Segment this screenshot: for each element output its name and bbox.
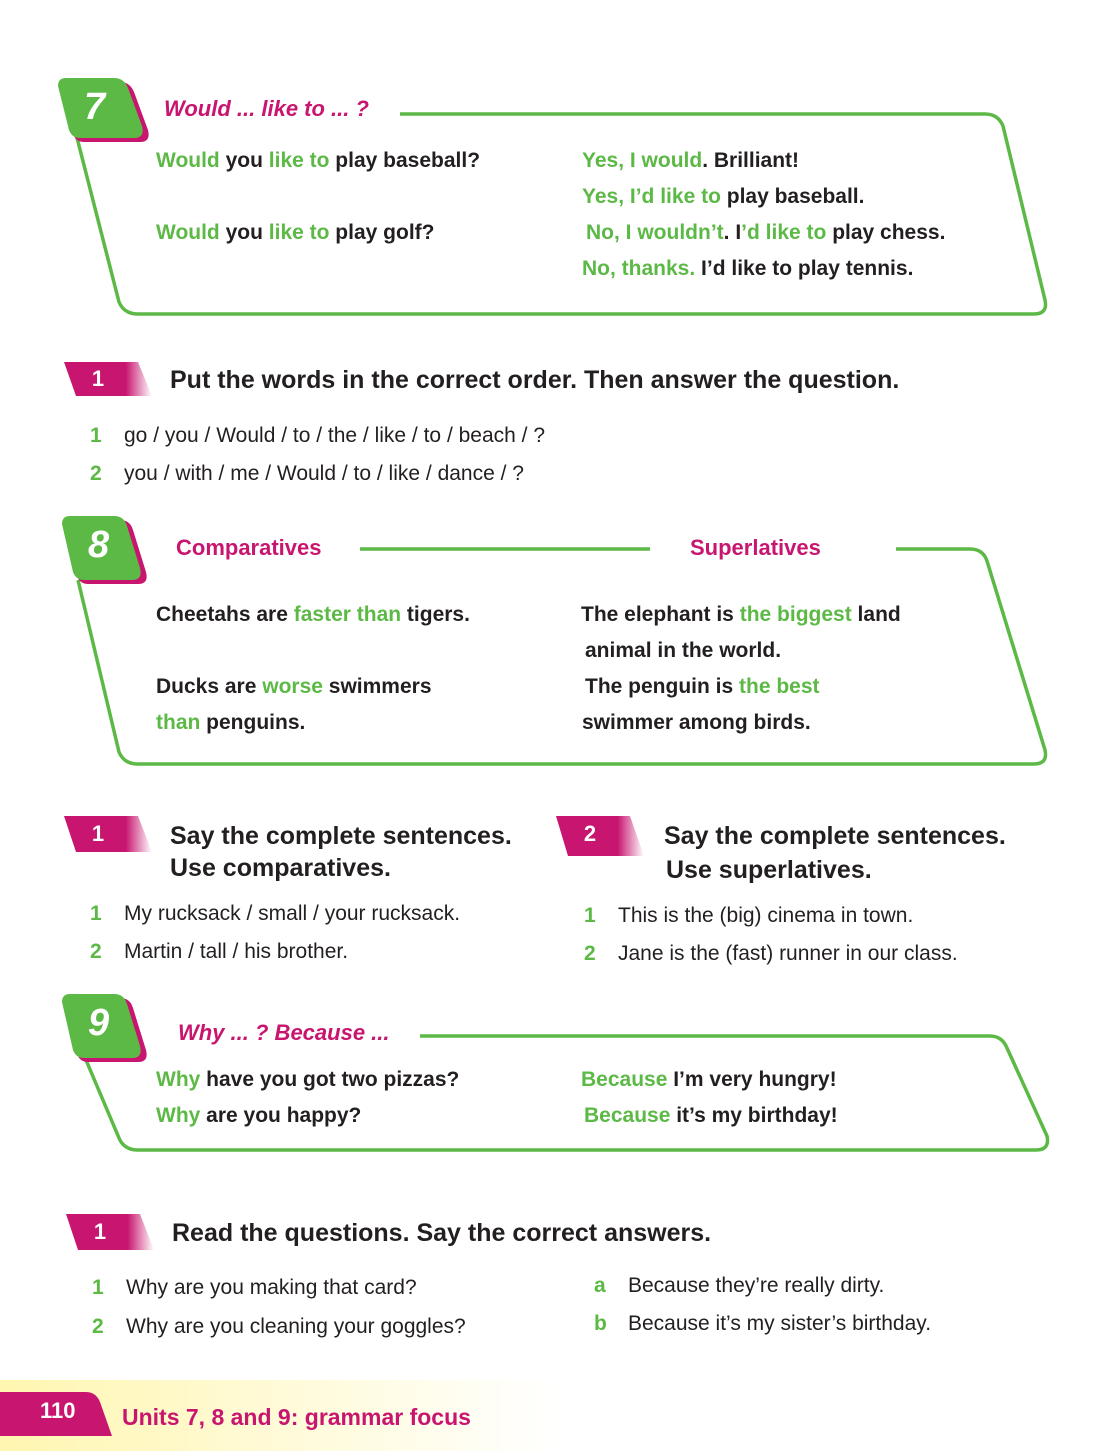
text: land [851, 603, 901, 626]
keyword: No, I [586, 221, 638, 244]
item-number: 2 [92, 1315, 104, 1338]
box9-title: Why ... ? Because ... [178, 1020, 390, 1045]
text: tigers. [401, 603, 470, 626]
item-number: 2 [90, 940, 102, 963]
task-7-title: Put the words in the correct order. Then answer the question. [170, 366, 900, 394]
keyword: Would [156, 149, 220, 172]
task-8b-title-line2: Use superlatives. [666, 856, 872, 884]
box7-question-2 [156, 220, 434, 246]
task-7-item [90, 424, 545, 448]
box7-answer-4 [582, 256, 913, 282]
item-text: go / you / Would / to / the / like / to / beach / ? [124, 424, 546, 447]
box8-superlative-2-cont: swimmer among birds. [582, 711, 811, 734]
task-9-number: 1 [93, 1219, 107, 1244]
item-number: 1 [90, 424, 102, 447]
box8-title-superlatives: Superlatives [690, 535, 821, 560]
text: Cheetahs are [156, 603, 294, 626]
text: play chess. [826, 221, 946, 244]
box7-answer-3 [586, 220, 945, 246]
box9-question-1 [156, 1067, 459, 1093]
box9-answer-2 [584, 1103, 838, 1129]
item-letter: b [594, 1312, 607, 1335]
text: play baseball. [720, 185, 865, 208]
text: penguins. [200, 711, 306, 734]
item-number: 1 [92, 1276, 104, 1299]
keyword: worse [262, 675, 323, 698]
box7-frame [75, 114, 1046, 314]
text: are you happy? [200, 1104, 362, 1127]
item-number: 1 [584, 904, 596, 927]
text: . Brilliant! [702, 149, 800, 172]
footer-title: Units 7, 8 and 9: grammar focus [122, 1404, 471, 1430]
box8-comparative-1 [156, 602, 470, 628]
text: you [219, 221, 269, 244]
item-text: This is the (big) cinema in town. [618, 904, 914, 927]
task-7-item [90, 462, 524, 486]
page-number: 110 [40, 1398, 76, 1423]
task-8a-title-line1: Say the complete sentences. [170, 822, 512, 850]
unit-7-number: 7 [84, 86, 106, 128]
keyword: than [156, 711, 201, 734]
keyword: Yes, I [582, 149, 642, 172]
text: I’d like to play tennis. [695, 257, 914, 280]
task-8a-title-line2: Use comparatives. [170, 854, 391, 882]
keyword: Yes, I [582, 185, 636, 208]
item-text: Why are you cleaning your goggles? [126, 1315, 466, 1338]
text: Ducks are [156, 675, 263, 698]
box8-superlative-2 [585, 674, 820, 700]
task-8b-title-line1: Say the complete sentences. [664, 822, 1006, 850]
box8-comparative-2-cont [156, 710, 305, 736]
keyword: ’d like to [635, 185, 721, 208]
text: . I [723, 221, 742, 244]
task-8b-item [584, 904, 913, 928]
item-number: 2 [90, 462, 102, 485]
unit-8-number: 8 [88, 524, 110, 566]
item-text: Why are you making that card? [126, 1276, 417, 1299]
task-8a-item [90, 940, 348, 964]
text: I’m very hungry! [667, 1068, 837, 1091]
item-text: you / with / me / Would / to / like / dance / ? [124, 462, 524, 485]
keyword: would [641, 149, 703, 172]
keyword: Why [156, 1104, 201, 1127]
task-7-number: 1 [91, 366, 105, 391]
text: swimmers [322, 675, 432, 698]
text: play baseball? [329, 149, 481, 172]
unit-9-number: 9 [88, 1002, 110, 1044]
keyword: No, thanks. [582, 257, 696, 280]
keyword: like to [268, 149, 330, 172]
box9-question-2 [156, 1103, 361, 1129]
task-8b-item [584, 942, 958, 966]
task-9-question [92, 1315, 466, 1339]
keyword: faster than [293, 603, 402, 626]
box7-question-1 [156, 148, 480, 174]
text: it’s my birthday! [670, 1104, 838, 1127]
task-9-title: Read the questions. Say the correct answers. [172, 1219, 712, 1247]
keyword: the best [739, 675, 820, 698]
item-text: Jane is the (fast) runner in our class. [618, 942, 958, 965]
keyword: Would [156, 221, 220, 244]
task-8a-number: 1 [91, 821, 105, 846]
box7-answer-1 [582, 148, 799, 174]
item-text: Because they’re really dirty. [628, 1274, 885, 1297]
text: The elephant is [581, 603, 740, 626]
task-8a-item [90, 902, 460, 926]
task-9-answer [594, 1312, 931, 1336]
keyword: Because [581, 1068, 668, 1091]
item-text: Martin / tall / his brother. [124, 940, 349, 963]
keyword: Because [584, 1104, 671, 1127]
item-text: Because it’s my sister’s birthday. [628, 1312, 932, 1335]
task-9-answer [594, 1274, 884, 1298]
text: The penguin is [585, 675, 740, 698]
item-number: 2 [584, 942, 596, 965]
item-number: 1 [90, 902, 102, 925]
keyword: like to [268, 221, 330, 244]
task-8b-number: 2 [583, 821, 597, 846]
box7-answer-2 [582, 184, 864, 210]
keyword: wouldn’t [637, 221, 724, 244]
keyword: the biggest [739, 603, 852, 626]
text: you [219, 149, 269, 172]
item-letter: a [594, 1274, 606, 1297]
text: play golf? [329, 221, 435, 244]
keyword: ’d like to [741, 221, 827, 244]
box7-title: Would ... like to ... ? [164, 96, 369, 121]
box8-title-comparatives: Comparatives [176, 535, 322, 560]
box9-frame [86, 1036, 1048, 1150]
item-text: My rucksack / small / your rucksack. [124, 902, 461, 925]
box8-superlative-1 [581, 602, 901, 628]
box8-comparative-2 [156, 674, 432, 700]
task-9-question [92, 1276, 417, 1300]
box9-answer-1 [581, 1067, 837, 1093]
text: have you got two pizzas? [200, 1068, 460, 1091]
box8-superlative-1-cont: animal in the world. [585, 639, 782, 662]
keyword: Why [156, 1068, 201, 1091]
